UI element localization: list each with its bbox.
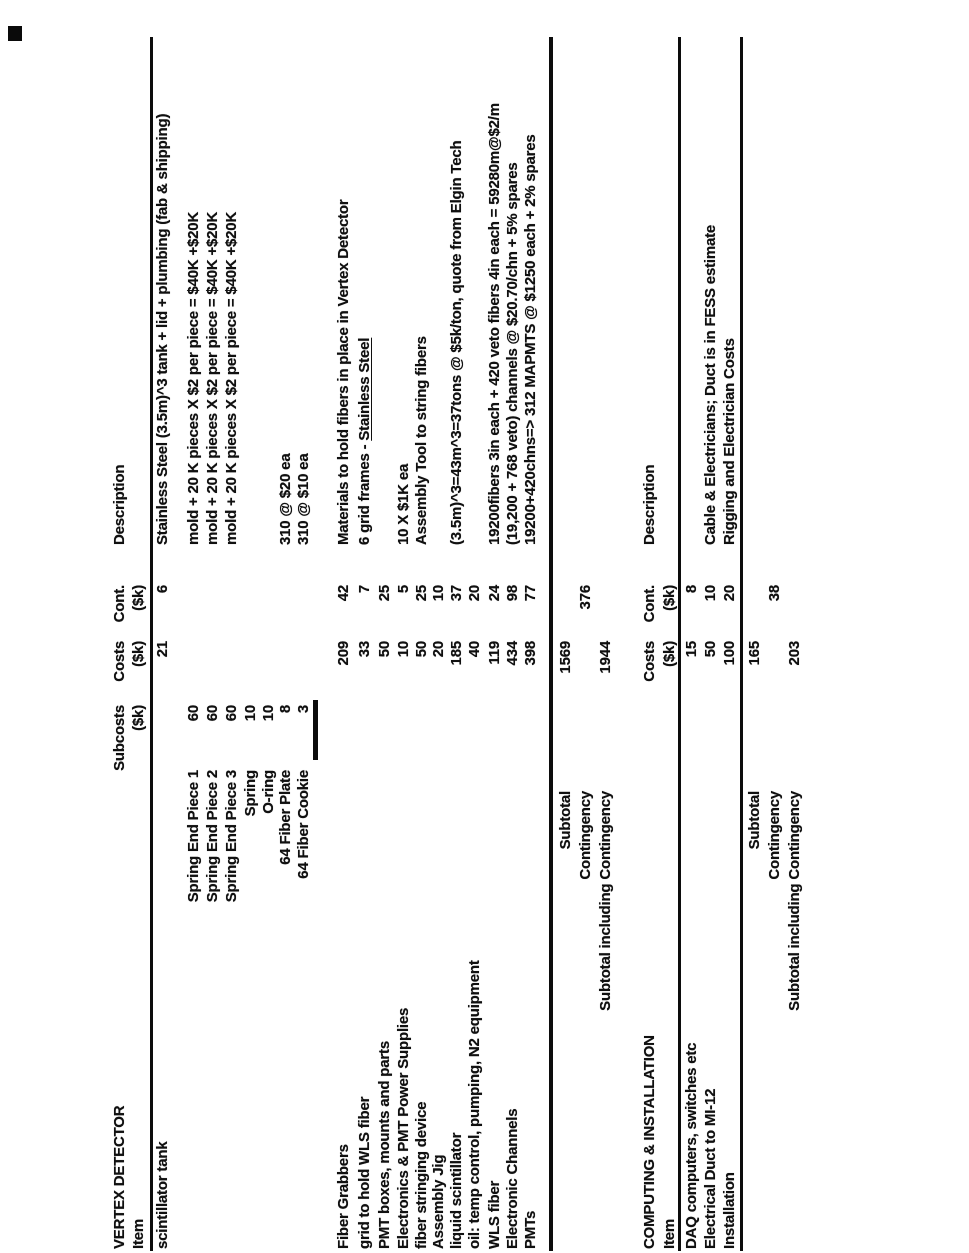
costs-cell: 434 [504, 641, 521, 666]
description-text: mold + 20 K pieces X $2 per piece = $40K +$20K [204, 211, 221, 545]
cont-cell: 24 [486, 585, 503, 602]
column-header-cont: Cont. [111, 585, 128, 623]
costs-cell: 50 [376, 641, 393, 658]
summary-costs-cell: 1569 [557, 641, 574, 674]
item-cell: Assembly Jig [430, 1154, 447, 1249]
description-cell [153, 114, 173, 545]
section-title: COMPUTING & INSTALLATION [641, 1035, 658, 1249]
unit-label-cont: ($k) [661, 585, 678, 611]
cont-cell: 25 [376, 585, 393, 602]
summary-cont-cell: 376 [577, 585, 594, 610]
description-text: 10 X $1K ea [395, 463, 412, 545]
cont-cell: 10 [430, 585, 447, 602]
description-cell [203, 212, 223, 545]
summary-cont-cell: 38 [766, 585, 783, 602]
sub-item-cell: 64 Fiber Plate [277, 770, 294, 865]
item-cell: PMT boxes, mounts and parts [376, 1041, 393, 1249]
column-header-description: Description [641, 464, 658, 545]
subcosts-cell: 10 [242, 705, 259, 722]
item-cell: WLS fiber [486, 1180, 503, 1249]
cont-cell: 20 [466, 585, 483, 602]
description-text: 19200fibers 3in each + 420 veto fibers 4in each = 59280m@$2/m [486, 103, 503, 545]
description-cell [294, 454, 314, 545]
costs-cell: 15 [683, 641, 700, 658]
item-cell: DAQ computers, switches etc [683, 1042, 700, 1249]
summary-label: Subtotal [746, 791, 763, 850]
description-cell [355, 338, 375, 545]
description-text: 6 grid frames - [356, 440, 373, 545]
description-cell [276, 454, 296, 545]
costs-cell: 50 [702, 641, 719, 658]
subcosts-cell: 60 [204, 705, 221, 722]
costs-cell: 10 [395, 641, 412, 658]
description-cell [701, 225, 721, 545]
item-cell: Installation [721, 1172, 738, 1249]
description-cell [447, 140, 467, 545]
header-rule [678, 37, 681, 1251]
cont-cell: 20 [721, 585, 738, 602]
costs-cell: 185 [448, 641, 465, 666]
description-text: Cable & Electricians; Duct is in FESS estimate [702, 224, 719, 545]
description-cell [394, 464, 414, 545]
description-cell [412, 336, 432, 545]
item-cell: Electronics & PMT Power Supplies [395, 1007, 412, 1249]
description-cell [521, 134, 541, 545]
unit-label-costs: ($k) [130, 641, 147, 667]
sub-item-cell: Spring End Piece 2 [204, 770, 221, 903]
summary-costs-cell: 165 [746, 641, 763, 666]
description-cell [720, 338, 740, 545]
item-cell: Fiber Grabbers [335, 1144, 352, 1249]
item-cell: Electrical Duct to MI-12 [702, 1088, 719, 1249]
column-header-subcosts: Subcosts [111, 705, 128, 771]
cont-cell: 8 [683, 585, 700, 594]
description-cell [222, 212, 242, 545]
item-cell: fiber stringing device [413, 1101, 430, 1249]
summary-label: Contingency [766, 791, 783, 880]
column-header-costs: Costs [111, 641, 128, 682]
description-cell [334, 199, 354, 545]
subcosts-cell: 3 [295, 705, 312, 714]
description-text: (19,200 + 768 veto) channels @ $20.70/chn + 5% spares [504, 162, 521, 545]
sub-item-cell: O-ring [260, 770, 277, 814]
description-text: (3.5m)^3=43m^3=37tons @ $5k/ton, quote from Elgin Tech [448, 140, 465, 545]
subcosts-sum-rule [313, 700, 318, 760]
cont-cell: 37 [448, 585, 465, 602]
cont-cell: 7 [356, 585, 373, 594]
summary-costs-cell: 1944 [597, 641, 614, 674]
item-cell: scintillator tank [154, 1141, 171, 1249]
cont-cell: 25 [413, 585, 430, 602]
item-cell: oil: temp control, pumping, N2 equipment [466, 960, 483, 1249]
sub-item-cell: Spring [242, 770, 259, 817]
subtotal-rule [549, 37, 553, 1251]
description-text: mold + 20 K pieces X $2 per piece = $40K +$20K [185, 211, 202, 545]
costs-cell: 209 [335, 641, 352, 666]
description-cell [503, 162, 523, 545]
cont-cell: 5 [395, 585, 412, 594]
cont-cell: 42 [335, 585, 352, 602]
summary-label: Subtotal including Contingency [597, 791, 614, 1011]
item-column-header: Item [130, 1218, 147, 1249]
costs-cell: 119 [486, 641, 503, 665]
description-text: 310 @ $20 ea [277, 453, 294, 545]
sub-item-cell: Spring End Piece 3 [223, 770, 240, 903]
unit-label-cont: ($k) [130, 585, 147, 611]
description-text: 310 @ $10 ea [295, 453, 312, 545]
subcosts-cell: 60 [185, 705, 202, 722]
item-column-header: Item [661, 1218, 678, 1249]
sub-item-cell: Spring End Piece 1 [185, 770, 202, 903]
costs-cell: 21 [154, 641, 171, 658]
section-title: VERTEX DETECTOR [111, 1105, 128, 1249]
description-text: Stainless Steel (3.5m)^3 tank + lid + plumbing (fab & shipping) [154, 113, 171, 545]
summary-label: Subtotal including Contingency [786, 791, 803, 1011]
item-cell: Electronic Channels [504, 1108, 521, 1249]
summary-label: Subtotal [557, 791, 574, 850]
cont-cell: 98 [504, 585, 521, 602]
description-text: Assembly Tool to string fibers [413, 336, 430, 545]
costs-cell: 50 [413, 641, 430, 658]
cont-cell: 6 [154, 585, 171, 594]
costs-cell: 20 [430, 641, 447, 658]
sub-item-cell: 64 Fiber Cookie [295, 770, 312, 879]
subcosts-cell: 8 [277, 705, 294, 714]
item-cell: PMTs [522, 1210, 539, 1249]
cont-cell: 77 [522, 585, 539, 602]
description-underlined-text: Stainless Steel [356, 337, 373, 441]
costs-cell: 33 [356, 641, 373, 658]
item-cell: grid to hold WLS fiber [356, 1096, 373, 1249]
cont-cell: 10 [702, 585, 719, 602]
description-text: Rigging and Electrician Costs [721, 338, 738, 545]
description-text: mold + 20 K pieces X $2 per piece = $40K +$20K [223, 211, 240, 545]
subcosts-cell: 10 [260, 705, 277, 722]
subtotal-rule [740, 37, 743, 1251]
description-cell [485, 103, 505, 545]
summary-costs-cell: 203 [786, 641, 803, 666]
description-text: Materials to hold fibers in place in Vertex Detector [335, 199, 352, 545]
column-header-cont: Cont. [641, 585, 658, 623]
costs-cell: 100 [721, 641, 738, 666]
unit-label-costs: ($k) [661, 641, 678, 667]
summary-label: Contingency [577, 791, 594, 880]
costs-cell: 40 [466, 641, 483, 658]
column-header-description: Description [111, 464, 128, 545]
unit-label-subcosts: ($k) [130, 705, 147, 731]
costs-cell: 398 [522, 641, 539, 666]
description-cell [184, 212, 204, 545]
column-header-costs: Costs [641, 641, 658, 682]
subcosts-cell: 60 [223, 705, 240, 722]
item-cell: liquid scintillator [448, 1132, 465, 1249]
description-text: 19200+420chns=> 312 MAPMTS @ $1250 each + 2% spares [522, 134, 539, 545]
